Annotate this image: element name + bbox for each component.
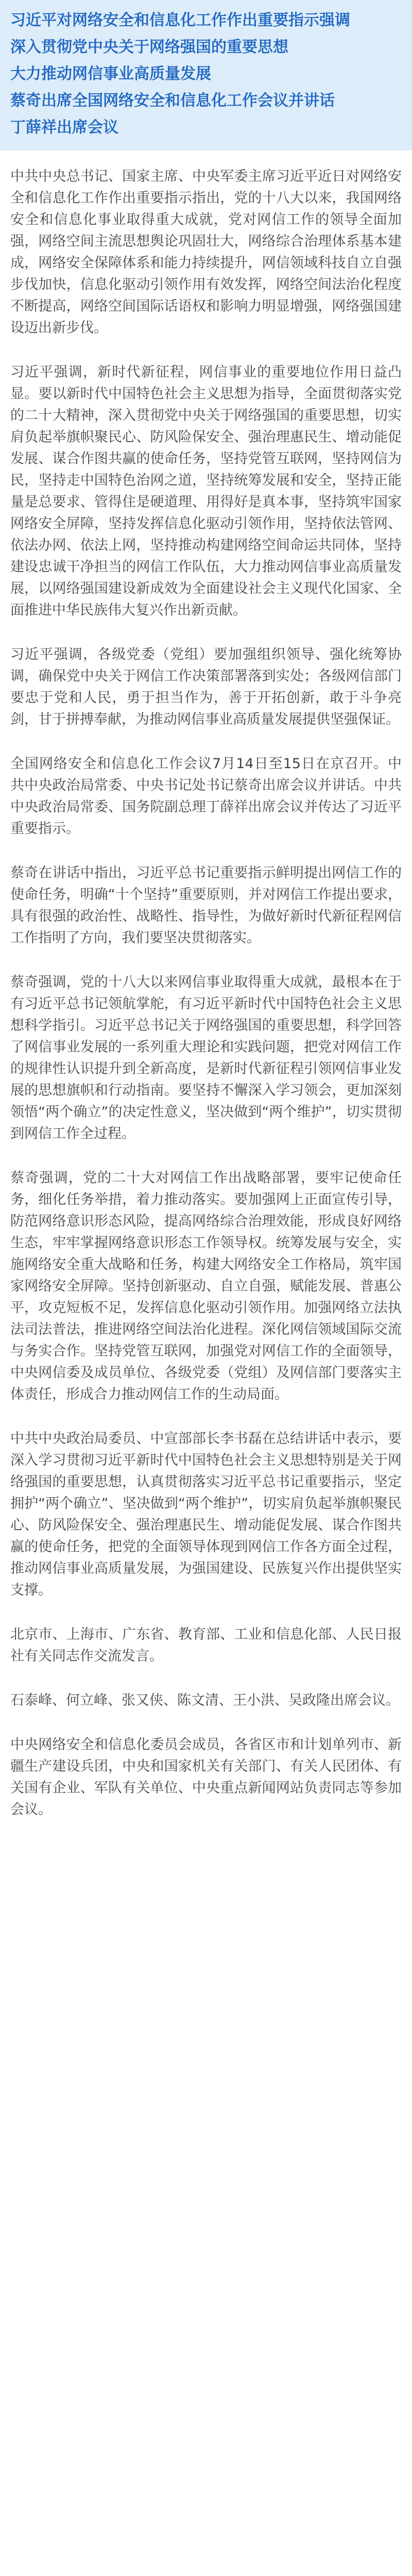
article-paragraph: 中共中央政治局委员、中宣部部长李书磊在总结讲话中表示，要深入学习贯彻习近平新时代中国特色社会主义思想特别是关于网络强国的重要思想，认真贯彻落实习近平总书记重要指示，坚定拥护“两个确立”、坚决做到“两个维护”，切实肩负起举旗帜聚民心、防风险保安全、强治理惠民生、增动能促发展、谋合作图共赢的使命任务，把党的全面领导体现到网信工作各方面全过程，推动网信事业高质量发展，为强国建设、民族复兴作出提供坚实支撑。 xyxy=(10,1431,402,1598)
article-paragraph: 中共中央总书记、国家主席、中央军委主席习近平近日对网络安全和信息化工作作出重要指示指出，党的十八大以来，我国网络安全和信息化事业取得重大成就，党对网信工作的领导全面加强，网络空间主流思想舆论巩固壮大，网络综合治理体系基本建成，网络安全保障体系和能力持续提升，网信领域科技自立自强步伐加快，信息化驱动引领作用有效发挥，网络空间法治化程度不断提高，网络空间国际话语权和影响力明显增强，网络强国建设迈出新步伐。 xyxy=(10,168,402,336)
headline-line: 深入贯彻党中央关于网络强国的重要思想 xyxy=(10,38,288,56)
headline-line: 蔡奇出席全国网络安全和信息化工作会议并讲话 xyxy=(10,92,335,110)
headline-line: 丁薛祥出席会议 xyxy=(10,118,118,137)
article-paragraph: 习近平强调，新时代新征程，网信事业的重要地位作用日益凸显。要以新时代中国特色社会主义思想为指导，全面贯彻落实党的二十大精神，深入贯彻党中央关于网络强国的重要思想，切实肩负起举旗帜聚民心、防风险保安全、强治理惠民生、增动能促发展、谋合作图共赢的使命任务，坚持党管互联网，坚持网信为民，坚持走中国特色治网之道，坚持统筹发展和安全，坚持正能量是总要求、管得住是硬道理、用得好是真本事，坚持筑牢国家网络安全屏障，坚持发挥信息化驱动引领作用，坚持依法管网、依法办网、依法上网，坚持推动构建网络空间命运共同体，坚持建设忠诚干净担当的网信工作队伍，大力推动网信事业高质量发展，以网络强国建设新成效为全面建设社会主义现代化国家、全面推进中华民族伟大复兴作出新贡献。 xyxy=(10,364,402,618)
article-paragraph: 蔡奇在讲话中指出，习近平总书记重要指示鲜明提出网信工作的使命任务，明确“十个坚持”重要原则，并对网信工作提出要求，具有很强的政治性、战略性、指导性，为做好新时代新征程网信工作指明了方向，我们要坚决贯彻落实。 xyxy=(10,865,402,946)
article-paragraph: 石泰峰、何立峰、张又侠、陈文清、王小洪、吴政隆出席会议。 xyxy=(10,1692,400,1708)
headline-banner xyxy=(0,0,412,150)
article-body xyxy=(0,150,412,1821)
headline-line: 习近平对网络安全和信息化工作作出重要指示强调 xyxy=(10,11,350,29)
article-paragraph: 蔡奇强调，党的二十大对网信工作出战略部署，要牢记使命任务，细化任务举措，着力推动落实。要加强网上正面宣传引导，防范网络意识形态风险，提高网络综合治理效能，形成良好网络生态，牢牢掌握网络意识形态工作领导权。统筹发展与安全，实施网络安全重大战略和任务，构建大网络安全工作格局，筑牢国家网络安全屏障。坚持创新驱动、自立自强，赋能发展、普惠公平，攻克短板不足，发挥信息化驱动引领作用。加强网络立法执法司法普法，推进网络空间法治化进程。深化网信领域国际交流与务实合作。坚持党管互联网，加强党对网信工作的全面领导，中央网信委及成员单位、各级党委（党组）及网信部门要落实主体责任，形成合力推动网信工作的生动局面。 xyxy=(10,1170,402,1402)
article-paragraph: 习近平强调，各级党委（党组）要加强组织领导、强化统筹协调，确保党中央关于网信工作决策部署落到实处；各级网信部门要忠于党和人民，勇于担当作为，善于开拓创新，敢于斗争亮剑，甘于拼搏奉献，为推动网信事业高质量发展提供坚强保证。 xyxy=(10,647,402,727)
headline-line: 大力推动网信事业高质量发展 xyxy=(10,65,211,83)
article-paragraph: 中央网络安全和信息化委员会成员，各省区市和计划单列市、新疆生产建设兵团，中央和国家机关有关部门、有关人民团体、有关国有企业、军队有关单位、中央重点新闻网站负责同志等参加会议。 xyxy=(10,1737,402,1818)
article-paragraph: 蔡奇强调，党的十八大以来网信事业取得重大成就，最根本在于有习近平总书记领航掌舵，有习近平新时代中国特色社会主义思想科学指引。习近平总书记关于网络强国的重要思想，科学回答了网信事业发展的一系列重大理论和实践问题，把党对网信工作的规律性认识提升到全新高度，是新时代新征程引领网信事业发展的思想旗帜和行动指南。要坚持不懈深入学习领会，更加深刻领悟“两个确立”的决定性意义，坚决做到“两个维护”，切实贯彻到网信工作全过程。 xyxy=(10,974,402,1142)
article-paragraph: 北京市、上海市、广东省、教育部、工业和信息化部、人民日报社有关同志作交流发言。 xyxy=(10,1626,402,1664)
article-paragraph: 全国网络安全和信息化工作会议7月14日至15日在京召开。中共中央政治局常委、中央书记处书记蔡奇出席会议并讲话。中共中央政治局常委、国务院副总理丁薛祥出席会议并传达了习近平重要指示。 xyxy=(10,756,402,837)
